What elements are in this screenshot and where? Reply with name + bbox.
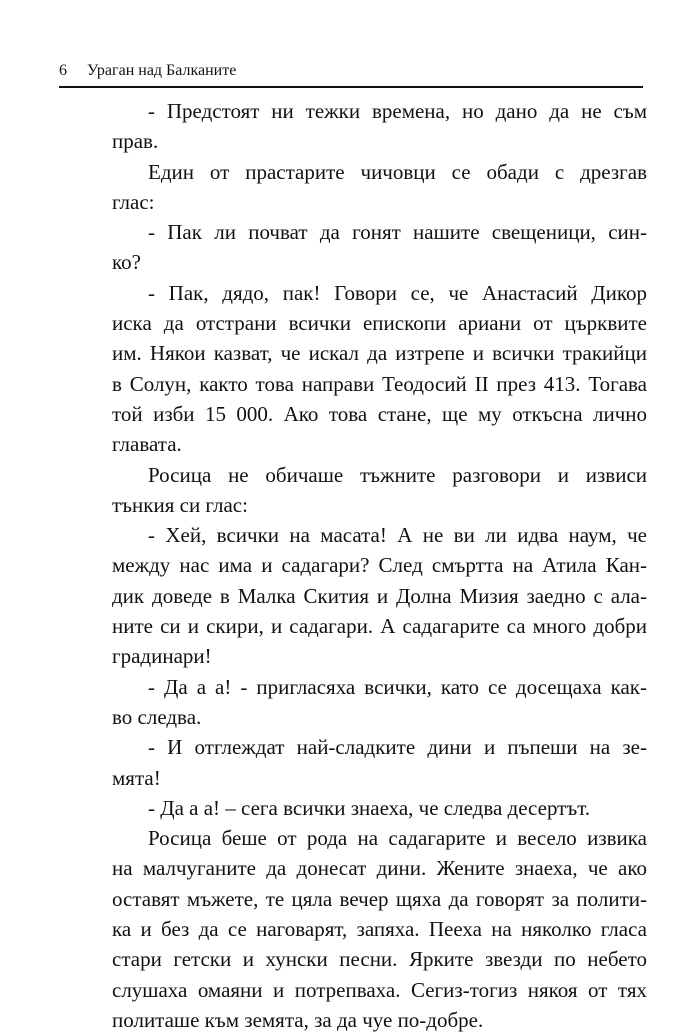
text-line: главата. xyxy=(112,432,182,457)
text-line: - И отглеждат най-сладките дини и пъпеши на зе- xyxy=(148,735,647,760)
text-line: той изби 15 000. Ако това стане, ще му откъсна лично xyxy=(112,401,647,426)
text-line: во следва. xyxy=(112,704,202,729)
page-number: 6 xyxy=(59,62,67,79)
text-line: оставят мъжете, те цяла вечер щяха да говорят за полити- xyxy=(112,886,647,911)
text-line: политаше към земята, за да чуе по-добре. xyxy=(112,1007,484,1032)
text-line: Росица беше от рода на садагарите и весело извика xyxy=(148,826,647,851)
text-line: - Пак, дядо, пак! Говори се, че Анастасий Дикор xyxy=(148,280,647,305)
text-line: ка и без да се наговарят, запяха. Пееха на няколко гласа xyxy=(112,917,647,942)
text-line: тънкия си глас: xyxy=(112,492,248,517)
text-line: глас: xyxy=(112,189,155,214)
text-line: - Предстоят ни тежки времена, но дано да не съм xyxy=(148,99,647,123)
text-line: дик доведе в Малка Скития и Долна Мизия заедно с ала- xyxy=(112,583,647,608)
text-line: - Да а а! - пригласяха всички, като се досещаха как- xyxy=(148,674,647,699)
text-line: стари гетски и хунски песни. Ярките звезди по небето xyxy=(112,947,647,972)
text-line: в Солун, както това направи Теодосий II през 413. Тогава xyxy=(112,371,647,396)
text-line: им. Някои казват, че искал да изтрепе и всички тракийци xyxy=(112,341,647,366)
header-divider xyxy=(59,86,643,88)
text-line: ко? xyxy=(112,250,141,275)
text-line: Росица не обичаше тъжните разговори и извиси xyxy=(148,462,647,487)
text-line: - Пак ли почват да гонят нашите свещеници, син- xyxy=(148,220,647,245)
book-title: Ураган над Балканите xyxy=(87,62,237,79)
running-header xyxy=(59,61,643,85)
text-line: Един от прастарите чичовци се обади с дрезгав xyxy=(148,159,647,184)
text-line: - Хей, всички на масата! А не ви ли идва наум, че xyxy=(148,523,647,548)
text-line: на малчуганите да донесат дини. Жените знаеха, че ако xyxy=(112,856,647,881)
text-line: мята! xyxy=(112,765,161,790)
text-line: иска да отстрани всички епископи ариани от църквите xyxy=(112,311,647,336)
text-line: - Да а а! – сега всички знаеха, че следва десертът. xyxy=(148,795,591,820)
text-line: слушаха омаяни и потрепваха. Сегиз-тогиз някоя от тях xyxy=(112,977,647,1002)
body-text xyxy=(112,96,647,1035)
text-line: между нас има и садагари? След смъртта на Атила Кан- xyxy=(112,553,647,578)
text-line: прав. xyxy=(112,129,159,154)
text-line: градинари! xyxy=(112,644,212,669)
text-line: ните си и скири, и садагари. А садагарите са много добри xyxy=(112,614,647,639)
